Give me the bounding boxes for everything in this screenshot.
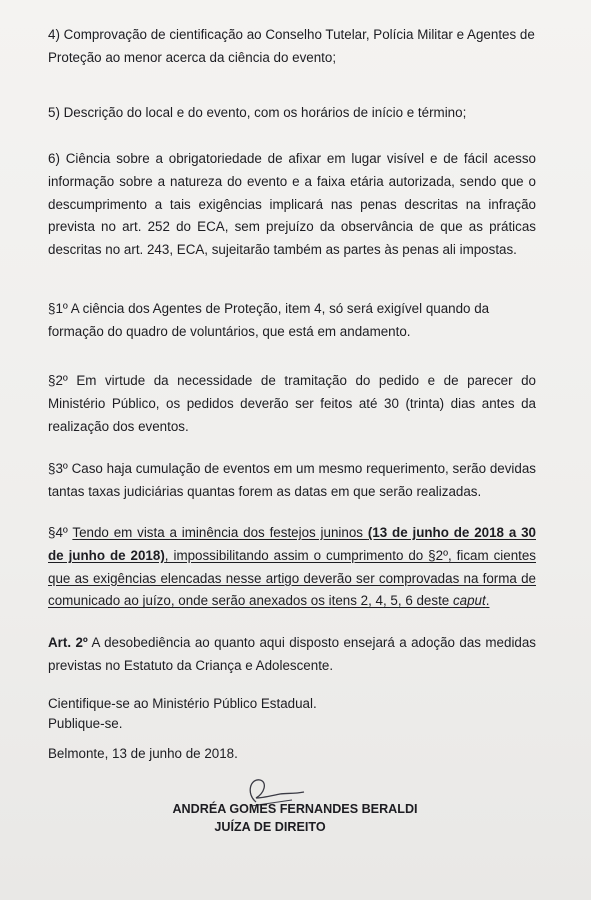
paragraph-2: §2º Em virtude da necessidade de tramitação do pedido e de parecer do Ministério Público, os pedidos deverão ser feitos até 30 (trinta) dias antes da realização dos eventos. xyxy=(48,373,536,434)
paragraph-4-text xyxy=(48,525,536,608)
article-2 xyxy=(48,632,536,678)
caput-word: caput xyxy=(452,593,486,609)
paragraph-4-prefix: §4º xyxy=(48,525,73,540)
paragraph-4-end: . xyxy=(485,593,490,609)
paragraph-4 xyxy=(48,522,536,613)
article-2-text: A desobediência ao quanto aqui disposto ensejará a adoção das medidas previstas no Estatuto da Criança e Adolescente. xyxy=(48,635,537,673)
paragraph-4-part1: Tendo em vista a iminência dos festejos juninos xyxy=(72,525,368,540)
item-5: 5) Descrição do local e do evento, com os horários de início e término; xyxy=(48,105,467,120)
item-6: 6) Ciência sobre a obrigatoriedade de afixar em lugar visível e de fácil acesso informação sobre a natureza do evento e a faixa etária autorizada, sendo que o descumprimento a tais exigências implicará nas penas descritas na infração prevista no art. 252 do ECA, sem prejuízo da observância de que as práticas descritas no art. 243, ECA, sujeitarão também as partes às penas ali impostas. xyxy=(48,151,536,258)
paragraph-1: §1º A ciência dos Agentes de Proteção, item 4, só será exigível quando da formação do quadro de voluntários, que está em andamento. xyxy=(48,301,490,339)
item-4: 4) Comprovação de cientificação ao Conselho Tutelar, Polícia Militar e Agentes de Proteção ao menor acerca da ciência do evento; xyxy=(48,27,535,65)
signatory-role: JUÍZA DE DIREITO xyxy=(214,820,326,834)
place-date: Belmonte, 13 de junho de 2018. xyxy=(48,746,238,761)
closing-line-1: Cientifique-se ao Ministério Público Estadual. xyxy=(48,696,317,711)
paragraph-3: §3º Caso haja cumulação de eventos em um mesmo requerimento, serão devidas tantas taxas judiciárias quantas forem as datas em que serão realizadas. xyxy=(48,461,536,499)
paragraph-4-part2: , impossibilitando assim o cumprimento do §2º, ficam cientes que as exigências elencadas nesse artigo deverão ser comprovadas na forma de comunicado ao juízo, onde serão anexados os itens 2, 4, 5, 6 deste xyxy=(48,547,536,609)
festival-dates: (13 de junho de 2018 a 30 de junho de 2018) xyxy=(48,525,536,563)
article-2-label: Art. 2º xyxy=(48,635,88,650)
closing-line-2: Publique-se. xyxy=(48,716,123,731)
signatory-name: ANDRÉA GOMES FERNANDES BERALDI xyxy=(172,802,418,816)
